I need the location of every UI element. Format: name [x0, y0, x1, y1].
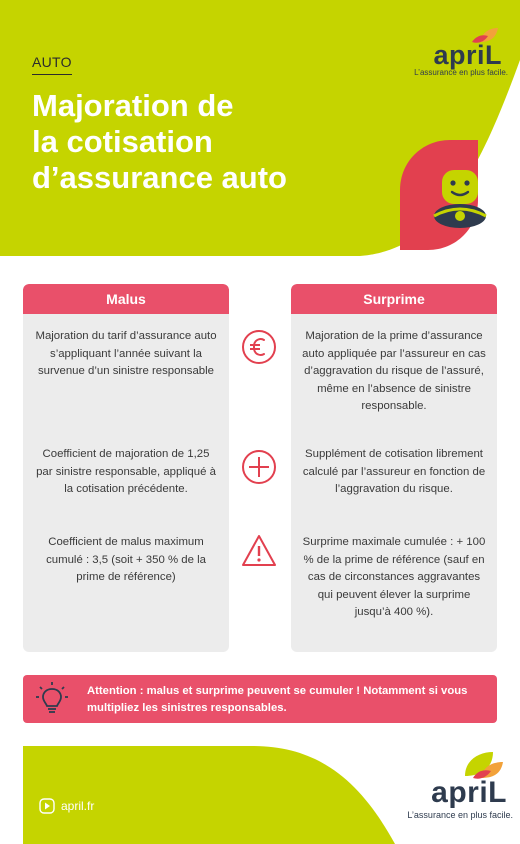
surprime-definition: Majoration de la prime d’assurance auto appliquée par l’assureur en cas d’aggravation du risque de l’assuré, même en l’absence de sinistre responsable.: [302, 330, 486, 412]
play-icon: [39, 798, 55, 814]
surprime-maximum: Surprime maximale cumulée : + 100 % de la prime de référence (sauf en cas de circonstances aggravantes qui peuvent élever la surprime jusqu’à 400 %).: [302, 536, 486, 618]
warning-icon: [240, 532, 278, 570]
category-label: AUTO: [32, 54, 72, 70]
surprime-header: Surprime: [291, 284, 497, 314]
title-line-2: la cotisation: [32, 124, 213, 159]
mascot-illustration: [398, 140, 498, 250]
logo-tagline: L’assurance en plus facile.: [414, 68, 508, 77]
attention-text: Attention : malus et surprime peuvent se cumuler ! Notamment si vous multipliez les sinistres responsables.: [87, 685, 468, 714]
malus-header: Malus: [23, 284, 229, 314]
page-title: [32, 88, 362, 196]
surprime-calculation: Supplément de cotisation librement calculé par l’assureur en fonction de l’aggravation du risque.: [302, 448, 486, 495]
malus-column: [23, 284, 229, 652]
category-underline: [32, 74, 72, 75]
attention-banner: [23, 675, 497, 723]
malus-maximum: Coefficient de malus maximum cumulé : 3,5 (soit + 350 % de la prime de référence): [46, 536, 206, 583]
footer: [23, 746, 520, 844]
title-line-1: Majoration de: [32, 88, 234, 123]
site-link[interactable]: [39, 798, 94, 814]
site-url: april.fr: [61, 799, 95, 813]
euro-icon: [240, 328, 278, 366]
lightbulb-icon: [35, 681, 69, 717]
surprime-column: [291, 284, 497, 652]
logo-tagline: L’assurance en plus facile.: [407, 810, 513, 820]
logo-wordmark: apriL: [431, 776, 507, 809]
title-line-3: d’assurance auto: [32, 160, 287, 195]
april-logo[interactable]: [404, 18, 508, 80]
malus-definition: Majoration du tarif d’assurance auto s’appliquant l’année suivant la survenue d’un sinistre responsable: [35, 330, 217, 377]
april-logo-footer[interactable]: [395, 750, 513, 824]
plus-icon: [240, 448, 278, 486]
malus-coefficient: Coefficient de majoration de 1,25 par sinistre responsable, appliqué à la cotisation précédente.: [36, 448, 216, 495]
logo-wordmark: apriL: [433, 40, 502, 70]
header-banner: [0, 0, 520, 256]
